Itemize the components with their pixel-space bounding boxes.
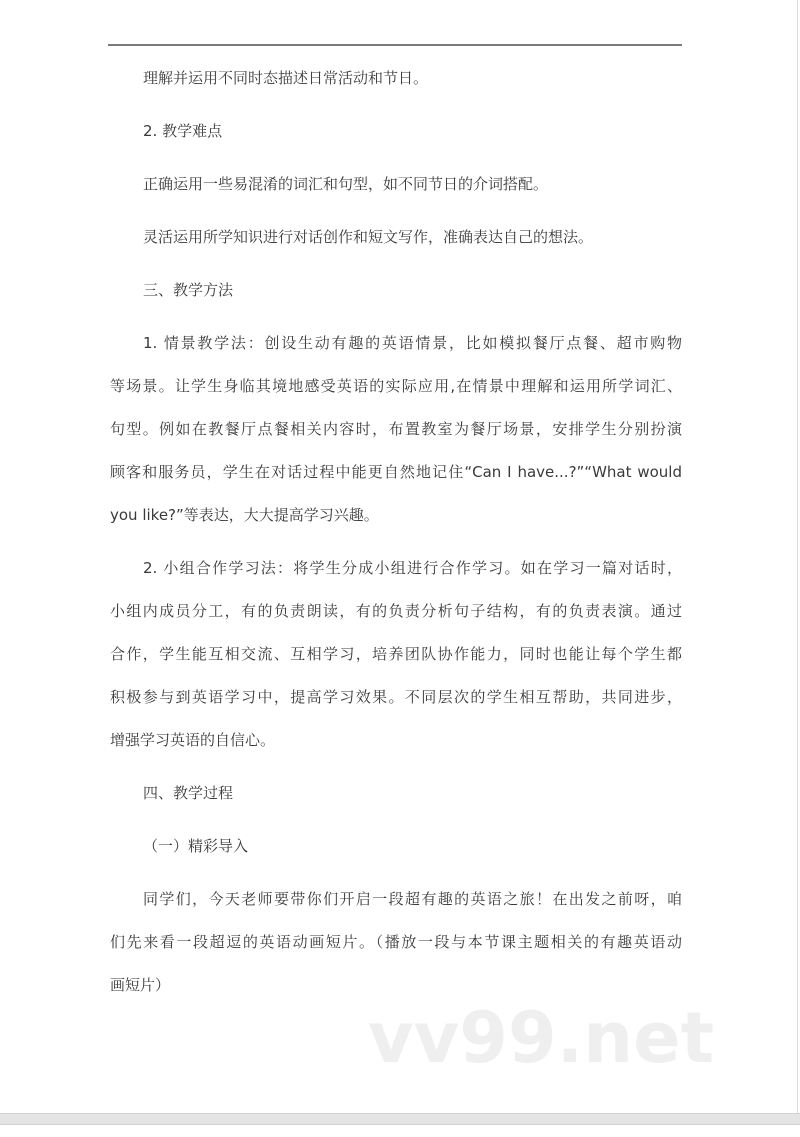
text-line: 增强学习英语的自信心。 bbox=[110, 731, 276, 749]
paragraph bbox=[110, 547, 682, 762]
paragraph bbox=[110, 269, 682, 312]
page-separator bbox=[0, 1113, 800, 1125]
paragraph bbox=[110, 772, 682, 815]
text-line: you like?”等表达，大大提高学习兴趣。 bbox=[110, 506, 379, 524]
paragraph bbox=[110, 825, 682, 868]
text-line: 2. 教学难点 bbox=[143, 122, 223, 140]
text-line: 画短片） bbox=[110, 976, 171, 994]
text-line: 2. 小组合作学习法：将学生分成小组进行合作学习。如在学习一篇对话时， bbox=[143, 559, 682, 577]
text-line: 三、教学方法 bbox=[143, 281, 234, 299]
text-line: 小组内成员分工，有的负责朗读，有的负责分析句子结构，有的负责表演。通过 bbox=[110, 602, 682, 620]
paragraph bbox=[110, 57, 682, 100]
text-line: （一）精彩导入 bbox=[143, 837, 249, 855]
text-line: 合作，学生能互相交流、互相学习，培养团队协作能力，同时也能让每个学生都 bbox=[110, 645, 682, 663]
text-line: 等场景。让学生身临其境地感受英语的实际应用,在情景中理解和运用所学词汇、 bbox=[110, 377, 682, 395]
text-line: 积极参与到英语学习中，提高学习效果。不同层次的学生相互帮助，共同进步， bbox=[110, 688, 682, 706]
text-line: 们先来看一段超逗的英语动画短片。（播放一段与本节课主题相关的有趣英语动 bbox=[110, 933, 682, 951]
text-line: 顾客和服务员，学生在对话过程中能更自然地记住“Can I have...?”“What would bbox=[110, 463, 682, 481]
paragraph bbox=[110, 878, 682, 1007]
text-line: 句型。例如在教餐厅点餐相关内容时，布置教室为餐厅场景，安排学生分别扮演 bbox=[110, 420, 682, 438]
header-rule bbox=[108, 44, 682, 46]
text-line: 理解并运用不同时态描述日常活动和节日。 bbox=[143, 69, 429, 87]
text-line: 1. 情景教学法：创设生动有趣的英语情景，比如模拟餐厅点餐、超市购物 bbox=[143, 334, 682, 352]
paragraph bbox=[110, 322, 682, 537]
document-body bbox=[110, 57, 682, 1017]
text-line: 四、教学过程 bbox=[143, 784, 234, 802]
paragraph bbox=[110, 163, 682, 206]
paragraph bbox=[110, 216, 682, 259]
paragraph bbox=[110, 110, 682, 153]
text-line: 同学们，今天老师要带你们开启一段超有趣的英语之旅！在出发之前呀，咱 bbox=[143, 890, 682, 908]
text-line: 正确运用一些易混淆的词汇和句型，如不同节日的介词搭配。 bbox=[143, 175, 549, 193]
watermark: vv99.net bbox=[368, 997, 715, 1079]
text-line: 灵活运用所学知识进行对话创作和短文写作，准确表达自己的想法。 bbox=[143, 228, 594, 246]
